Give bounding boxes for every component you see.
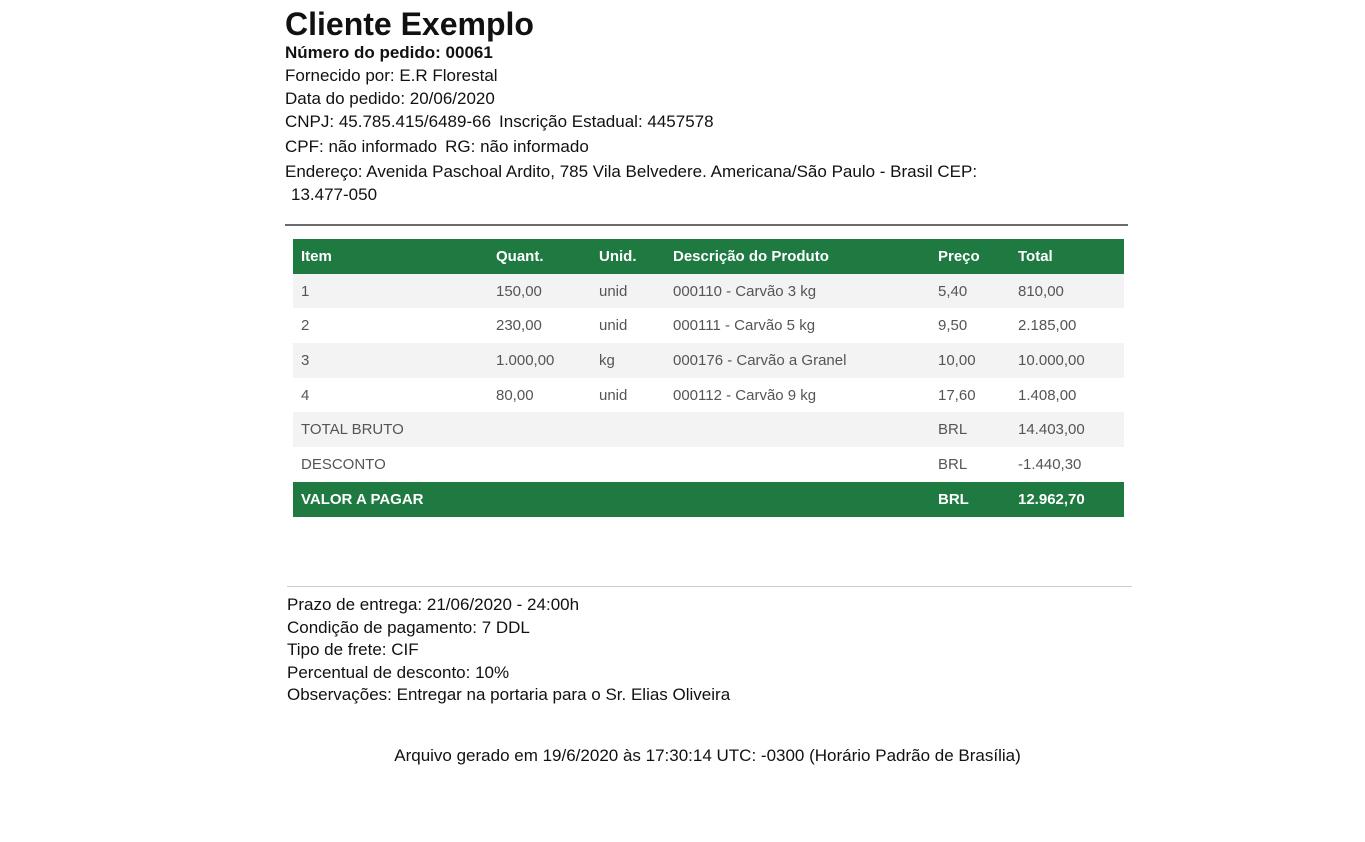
order-terms — [287, 594, 1132, 707]
cnpj: CNPJ: 45.785.415/6489-66 — [285, 112, 492, 131]
amount-due-currency: BRL — [930, 482, 1010, 517]
discount-row — [293, 447, 1124, 482]
order-notes: Observações: Entregar na portaria para o Sr. Elias Oliveira — [287, 685, 731, 704]
cell-item: 1 — [293, 274, 488, 309]
table-row — [293, 308, 1124, 343]
cell-total: 10.000,00 — [1010, 343, 1124, 378]
delivery-deadline: Prazo de entrega: 21/06/2020 - 24:00h — [287, 595, 580, 614]
items-table — [293, 239, 1124, 517]
cell-total: 2.185,00 — [1010, 308, 1124, 343]
gross-total-label: TOTAL BRUTO — [293, 412, 930, 447]
table-row — [293, 274, 1124, 309]
amount-due-row — [293, 482, 1124, 517]
tax-ids-line — [285, 110, 1130, 133]
cell-item: 4 — [293, 378, 488, 413]
column-header-quantity: Quant. — [488, 239, 591, 274]
cell-item: 3 — [293, 343, 488, 378]
terms-divider — [287, 586, 1132, 587]
discount-value: -1.440,30 — [1010, 447, 1124, 482]
amount-due-value: 12.962,70 — [1010, 482, 1124, 517]
column-header-price: Preço — [930, 239, 1010, 274]
cell-unit: unid — [591, 274, 665, 309]
discount-label: DESCONTO — [293, 447, 930, 482]
order-number: Número do pedido: 00061 — [285, 43, 493, 62]
discount-currency: BRL — [930, 447, 1010, 482]
cell-item: 2 — [293, 308, 488, 343]
header-divider — [285, 224, 1128, 226]
cell-unit: unid — [591, 308, 665, 343]
table-row — [293, 343, 1124, 378]
gross-total-row — [293, 412, 1124, 447]
gross-total-value: 14.403,00 — [1010, 412, 1124, 447]
cell-description: 000176 - Carvão a Granel — [665, 343, 930, 378]
cell-price: 10,00 — [930, 343, 1010, 378]
cell-total: 810,00 — [1010, 274, 1124, 309]
address-zip: 13.477-050 — [291, 185, 378, 204]
column-header-unit: Unid. — [591, 239, 665, 274]
column-header-description: Descrição do Produto — [665, 239, 930, 274]
discount-percentage: Percentual de desconto: 10% — [287, 662, 510, 682]
cell-description: 000112 - Carvão 9 kg — [665, 378, 930, 413]
address: Endereço: Avenida Paschoal Ardito, 785 Vila Belvedere. Americana/São Paulo - Brasil CEP: — [285, 162, 978, 181]
order-date: Data do pedido: 20/06/2020 — [285, 89, 495, 108]
cell-price: 5,40 — [930, 274, 1010, 309]
cell-unit: unid — [591, 378, 665, 413]
generated-footer: Arquivo gerado em 19/6/2020 às 17:30:14 UTC: -0300 (Horário Padrão de Brasília) — [394, 746, 1021, 765]
cell-unit: kg — [591, 343, 665, 378]
state-registration: Inscrição Estadual: 4457578 — [499, 112, 714, 131]
cell-description: 000111 - Carvão 5 kg — [665, 308, 930, 343]
cell-quantity: 150,00 — [488, 274, 591, 309]
amount-due-label: VALOR A PAGAR — [293, 482, 930, 517]
cell-price: 9,50 — [930, 308, 1010, 343]
supplier: Fornecido por: E.R Florestal — [285, 66, 498, 85]
cell-total: 1.408,00 — [1010, 378, 1124, 413]
order-header — [285, 6, 1130, 206]
column-header-item: Item — [293, 239, 488, 274]
payment-condition: Condição de pagamento: 7 DDL — [287, 617, 530, 637]
table-header-row — [293, 239, 1124, 274]
cell-quantity: 230,00 — [488, 308, 591, 343]
column-header-total: Total — [1010, 239, 1124, 274]
rg: RG: não informado — [445, 137, 589, 156]
cell-description: 000110 - Carvão 3 kg — [665, 274, 930, 309]
cell-quantity: 1.000,00 — [488, 343, 591, 378]
cpf: CPF: não informado — [285, 137, 438, 156]
cell-price: 17,60 — [930, 378, 1010, 413]
gross-total-currency: BRL — [930, 412, 1010, 447]
table-row — [293, 378, 1124, 413]
cell-quantity: 80,00 — [488, 378, 591, 413]
personal-ids-line — [285, 135, 1130, 158]
freight-type: Tipo de frete: CIF — [287, 640, 419, 659]
client-name: Cliente Exemplo — [285, 6, 534, 42]
